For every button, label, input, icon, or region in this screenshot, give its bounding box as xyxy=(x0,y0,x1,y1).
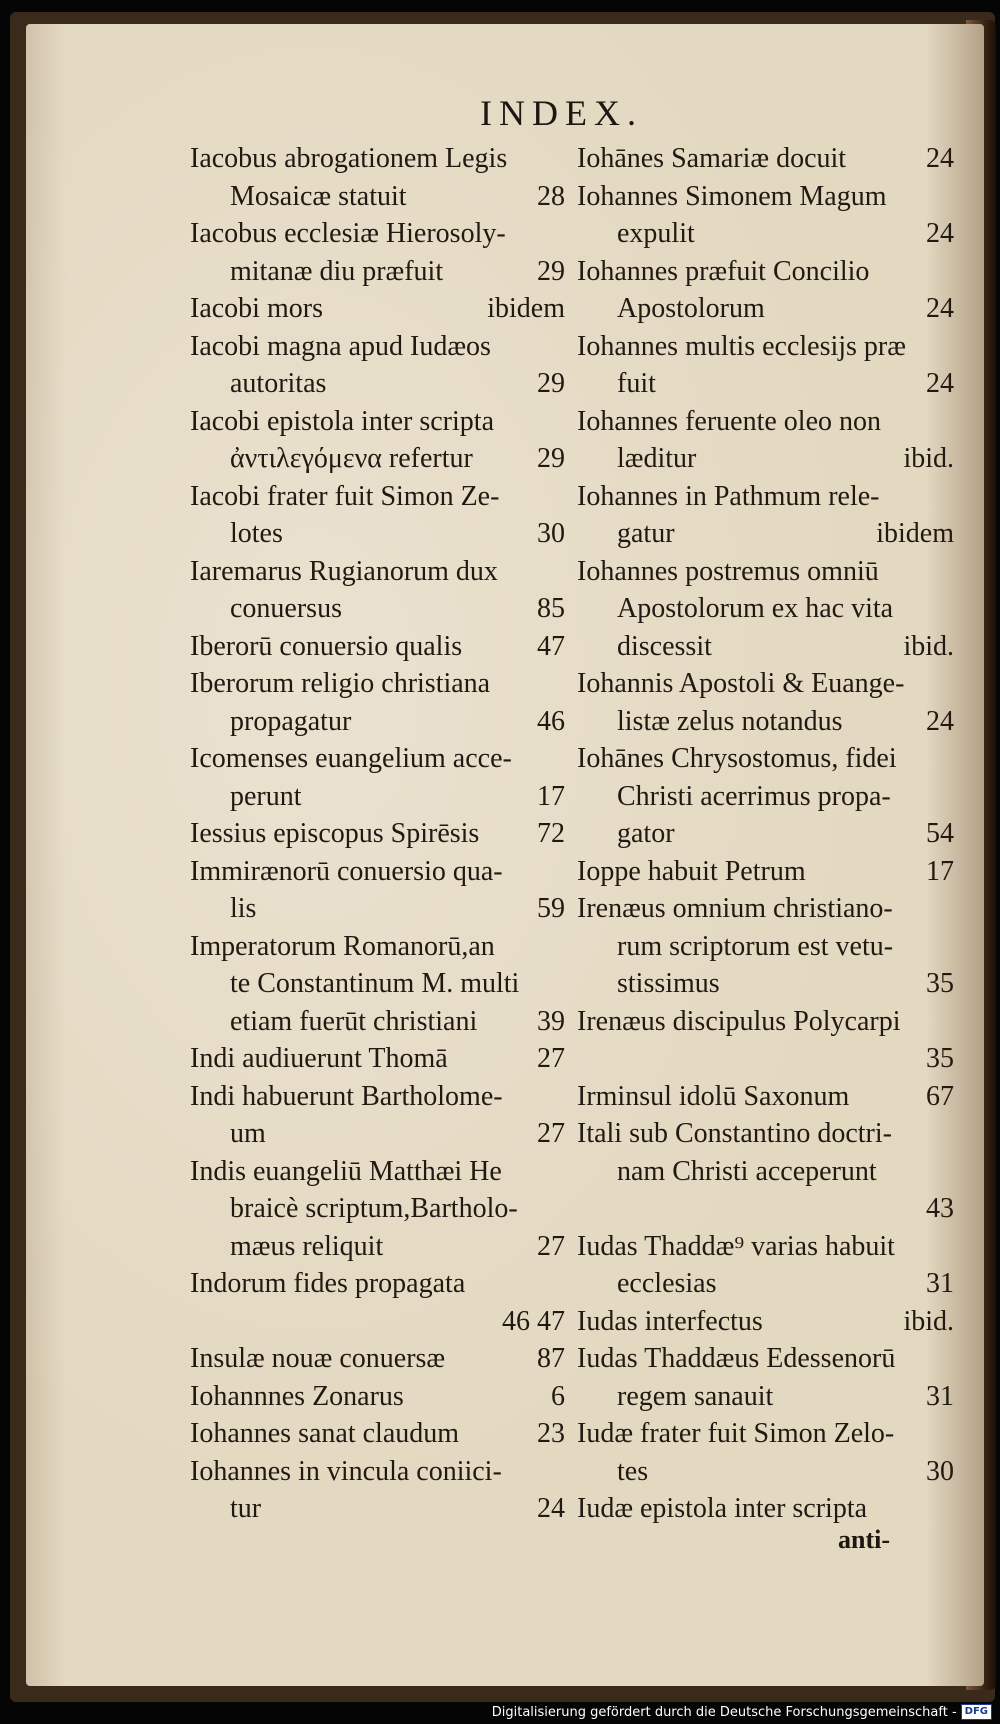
index-entry-page-ref: 24 xyxy=(926,293,954,324)
index-entry-text: Iohannnes Zonarus xyxy=(190,1380,404,1412)
index-entry-page-ref: 72 xyxy=(537,818,565,849)
index-entry-text: etiam fuerūt christiani xyxy=(230,1005,478,1037)
index-entry-line xyxy=(577,853,954,891)
index-entry-text: Christi acerrimus propa- xyxy=(617,780,891,812)
index-entry-page-ref: 35 xyxy=(926,1043,954,1074)
index-entry xyxy=(577,140,954,178)
index-entry xyxy=(190,1415,565,1453)
index-entry-text: Iudas Thaddæus Edessenorū xyxy=(577,1343,896,1374)
index-entry-page-ref: 24 xyxy=(926,368,954,399)
index-entry-text: Iacobus ecclesiæ Hierosoly- xyxy=(190,218,506,249)
index-entry-page-ref: 27 xyxy=(537,1118,565,1149)
index-entry-page-ref: ibid. xyxy=(903,630,954,662)
index-entry xyxy=(577,328,954,403)
index-entry-text: Iohānes Chrysostomus, fidei xyxy=(577,743,897,774)
index-entry-text: Itali sub Constantino doctri- xyxy=(577,1118,892,1149)
index-entry-line xyxy=(577,290,954,328)
index-entry-line xyxy=(577,1228,954,1266)
index-entry-line xyxy=(190,1415,565,1453)
index-entry-line xyxy=(577,778,954,816)
index-entry-text: Irminsul idolū Saxonum xyxy=(577,1080,850,1112)
index-entry-page-ref: ibid. xyxy=(903,1305,954,1337)
index-entry xyxy=(190,1153,565,1266)
index-entry-line xyxy=(577,215,954,253)
index-entry xyxy=(190,215,565,290)
index-entry-line xyxy=(577,1303,954,1341)
index-entry xyxy=(190,815,565,853)
index-entry xyxy=(190,1040,565,1078)
index-entry-line xyxy=(577,965,954,1003)
index-entry-text: Iberorum religio christiana xyxy=(190,668,491,699)
index-entry-page-ref: 85 xyxy=(537,593,565,624)
index-entry-line xyxy=(190,1378,565,1416)
index-entry-line xyxy=(190,928,565,966)
index-entry-text: Ioppe habuit Petrum xyxy=(577,855,806,887)
index-entry-line xyxy=(190,628,565,666)
index-entry-line xyxy=(190,965,565,1003)
index-entry-line xyxy=(577,1153,954,1191)
index-entry-page-ref: 87 xyxy=(537,1343,565,1374)
index-entry-line xyxy=(190,553,565,591)
index-entry-text: Iohannes præfuit Concilio xyxy=(577,255,870,287)
index-entry-line xyxy=(577,1378,954,1416)
index-entry-line xyxy=(577,928,954,966)
index-entry-line xyxy=(577,140,954,178)
index-entry-page-ref: 30 xyxy=(537,518,565,549)
index-entry-line xyxy=(577,440,954,478)
index-entry-line xyxy=(190,1340,565,1378)
index-entry-text: stissimus xyxy=(617,968,720,999)
index-entry-text: Iohannes postremus omniū xyxy=(577,555,879,587)
index-entry-line xyxy=(190,590,565,628)
index-entry-line xyxy=(190,140,565,178)
index-entry-page-ref: 17 xyxy=(926,855,954,887)
index-entry xyxy=(190,1078,565,1153)
index-entry-line xyxy=(577,665,954,703)
index-entry-page-ref: 31 xyxy=(926,1268,954,1299)
index-entry-text: Iudas interfectus xyxy=(577,1305,763,1337)
index-entry-line xyxy=(190,1040,565,1078)
index-entry-line xyxy=(577,628,954,666)
index-entry-line xyxy=(190,1003,565,1041)
index-entry-line xyxy=(577,1190,954,1228)
index-entry xyxy=(190,1265,565,1340)
index-entry-line xyxy=(577,253,954,291)
index-entry-text: Immirænorū conuersio qua- xyxy=(190,855,503,887)
index-entry xyxy=(577,890,954,1003)
index-entry-line xyxy=(190,290,565,328)
index-entry-page-ref: 59 xyxy=(537,893,565,924)
index-entry-text: conuersus xyxy=(230,593,342,624)
index-entry-page-ref: 31 xyxy=(926,1380,954,1412)
index-entry-page-ref: 39 xyxy=(537,1005,565,1037)
index-entry-text: Iacobi magna apud Iudæos xyxy=(190,330,491,362)
dfg-logo: DFG xyxy=(961,1704,992,1720)
index-entry-line xyxy=(190,1115,565,1153)
index-entry-page-ref: 35 xyxy=(926,968,954,999)
index-entry xyxy=(577,1003,954,1078)
index-entry xyxy=(190,478,565,553)
index-entry xyxy=(577,853,954,891)
index-entry-text: Iudæ epistola inter scripta xyxy=(577,1493,868,1524)
index-entry-text: discessit xyxy=(617,630,712,662)
index-entry-page-ref: 24 xyxy=(537,1493,565,1524)
index-entry xyxy=(190,1453,565,1528)
index-entry xyxy=(577,253,954,328)
index-entry xyxy=(190,553,565,628)
index-entry-text: Mosaicæ statuit xyxy=(230,180,407,212)
index-entry-text: braicè scriptum,Bartholo- xyxy=(230,1193,518,1224)
index-entry-text: regem sanauit xyxy=(617,1380,774,1412)
index-entry-text: Indi audiuerunt Thomā xyxy=(190,1043,448,1074)
index-entry-text: mitanæ diu præfuit xyxy=(230,255,444,287)
index-entry xyxy=(190,853,565,928)
index-entry-text: te Constantinum M. multi xyxy=(230,968,520,999)
index-entry xyxy=(577,1340,954,1415)
index-entry-line xyxy=(190,178,565,216)
index-entry-text: Iacobi mors xyxy=(190,293,323,324)
index-entry-page-ref: 17 xyxy=(537,780,565,812)
index-entry-line xyxy=(190,478,565,516)
index-entry xyxy=(577,740,954,853)
index-entry xyxy=(190,328,565,403)
index-entry-text: ἀντιλεγόμενα refertur xyxy=(230,443,473,474)
index-entry xyxy=(577,1303,954,1341)
index-entry-line xyxy=(577,515,954,553)
index-entry-text: propagatur xyxy=(230,705,352,737)
index-entry-line xyxy=(577,1078,954,1116)
index-entry-page-ref: 23 xyxy=(537,1418,565,1449)
index-entry-text: Iohannes in vincula coniici- xyxy=(190,1455,502,1487)
index-entry-line xyxy=(577,815,954,853)
index-entry-line xyxy=(577,1265,954,1303)
index-entry-text: gatur xyxy=(617,518,675,549)
index-entry-page-ref: 24 xyxy=(926,143,954,174)
index-entry xyxy=(190,290,565,328)
index-entry-line xyxy=(190,403,565,441)
index-entry-line xyxy=(577,365,954,403)
index-entry-line xyxy=(190,815,565,853)
index-entry-text: Iaremarus Rugianorum dux xyxy=(190,555,498,587)
index-entry xyxy=(190,665,565,740)
index-entry-text: Insulæ nouæ conuersæ xyxy=(190,1343,446,1374)
index-entry-text: Iohannes multis ecclesijs præ xyxy=(577,330,906,362)
index-entry-page-ref: 24 xyxy=(926,218,954,249)
index-entry-text: Iacobus abrogationem Legis xyxy=(190,143,508,174)
index-entry-text: perunt xyxy=(230,780,302,812)
index-entry-text: mæus reliquit xyxy=(230,1230,384,1262)
index-entry-text: lotes xyxy=(230,518,283,549)
index-entry-line xyxy=(190,665,565,703)
index-entry xyxy=(190,403,565,478)
index-entry-text: Iohannis Apostoli & Euange- xyxy=(577,668,905,699)
index-entry-line xyxy=(190,253,565,291)
index-entry-line xyxy=(190,1228,565,1266)
index-entry-text: Iohannes in Pathmum rele- xyxy=(577,480,880,512)
index-entry-line xyxy=(577,553,954,591)
index-entry-text: Iohannes Simonem Magum xyxy=(577,180,887,212)
index-entry-page-ref: 24 xyxy=(926,705,954,737)
index-entry-text: Icomenses euangelium acce- xyxy=(190,743,512,774)
index-entry-text: rum scriptorum est vetu- xyxy=(617,930,894,962)
index-entry-text: gator xyxy=(617,818,675,849)
index-entry-text: tes xyxy=(617,1455,649,1487)
index-entry-page-ref: 27 xyxy=(537,1230,565,1262)
index-entry-page-ref: 67 xyxy=(926,1080,954,1112)
index-entry-page-ref: 29 xyxy=(537,368,565,399)
index-entry-line xyxy=(190,740,565,778)
index-entry-line xyxy=(190,440,565,478)
index-entry-line xyxy=(577,890,954,928)
index-entry xyxy=(190,928,565,1041)
index-entry-text: autoritas xyxy=(230,368,327,399)
index-entry-line xyxy=(577,1340,954,1378)
index-entry-line xyxy=(577,1040,954,1078)
index-entry xyxy=(190,740,565,815)
index-entry-page-ref: 54 xyxy=(926,818,954,849)
index-entry-page-ref: 6 xyxy=(551,1380,565,1412)
index-entry-text: Iohannes feruente oleo non xyxy=(577,405,881,437)
index-entry-page-ref: 28 xyxy=(537,180,565,212)
index-entry xyxy=(577,553,954,666)
index-entry-line xyxy=(577,403,954,441)
index-entry-line xyxy=(577,740,954,778)
index-entry-line xyxy=(577,178,954,216)
index-entry-page-ref: ibid. xyxy=(903,443,954,474)
index-entry xyxy=(190,628,565,666)
index-entry-text: Apostolorum xyxy=(617,293,765,324)
index-entry-text: ecclesias xyxy=(617,1268,717,1299)
index-entry xyxy=(190,1340,565,1378)
index-entry-line xyxy=(577,328,954,366)
index-entry xyxy=(577,1078,954,1116)
index-entry-text: Iberorū conuersio qualis xyxy=(190,630,463,662)
index-entry-line xyxy=(577,478,954,516)
index-entry-line xyxy=(577,1415,954,1453)
index-entry xyxy=(190,1378,565,1416)
index-entry-text: um xyxy=(230,1118,266,1149)
index-entry-page-ref: 46 47 xyxy=(502,1305,565,1337)
index-entry-page-ref: 43 xyxy=(926,1193,954,1224)
index-entry-page-ref: ibidem xyxy=(876,518,954,549)
index-entry-text: Irenæus omnium christiano- xyxy=(577,893,893,924)
index-entry xyxy=(577,178,954,253)
index-entry-line xyxy=(190,365,565,403)
index-entry-line xyxy=(190,1190,565,1228)
index-entry-text: Iessius episcopus Spirēsis xyxy=(190,818,480,849)
index-entry-line xyxy=(190,1265,565,1303)
index-column-left xyxy=(190,140,565,1528)
index-entry xyxy=(577,478,954,553)
index-entry-line xyxy=(190,1303,565,1341)
index-entry-line xyxy=(190,853,565,891)
index-entry-line xyxy=(577,1003,954,1041)
index-entry-text: Iacobi epistola inter scripta xyxy=(190,405,494,437)
index-entry-text: Indi habuerunt Bartholome- xyxy=(190,1080,503,1112)
index-entry-text: Irenæus discipulus Polycarpi xyxy=(577,1005,901,1037)
index-entry-text: fuit xyxy=(617,368,656,399)
index-entry-text: lis xyxy=(230,893,257,924)
index-entry-line xyxy=(190,515,565,553)
index-entry xyxy=(577,1490,954,1528)
index-entry-text: tur xyxy=(230,1493,262,1524)
index-entry-line xyxy=(190,328,565,366)
index-entry-page-ref: 29 xyxy=(537,255,565,287)
index-entry-line xyxy=(190,1453,565,1491)
index-entry-line xyxy=(190,215,565,253)
index-entry-line xyxy=(577,1115,954,1153)
index-entry-line xyxy=(577,1490,954,1528)
index-entry-text: Indorum fides propagata xyxy=(190,1268,466,1299)
catchword: anti- xyxy=(838,1525,890,1554)
index-entry-line xyxy=(577,590,954,628)
index-column-right xyxy=(577,140,954,1528)
index-entry-text: Iacobi frater fuit Simon Ze- xyxy=(190,480,500,512)
index-entry xyxy=(577,403,954,478)
index-entry-text: nam Christi acceperunt xyxy=(617,1155,877,1187)
index-entry-text: Iudæ frater fuit Simon Zelo- xyxy=(577,1418,895,1449)
index-entry-text: listæ zelus notandus xyxy=(617,705,843,737)
index-entry-page-ref: 30 xyxy=(926,1455,954,1487)
index-entry-text: Iohannes sanat claudum xyxy=(190,1418,460,1449)
index-entry xyxy=(577,1115,954,1228)
index-entry-text: Indis euangeliū Matthæi He xyxy=(190,1155,502,1187)
running-head: INDEX. xyxy=(480,93,643,133)
index-entry-page-ref: 27 xyxy=(537,1043,565,1074)
index-entry-text: Apostolorum ex hac vita xyxy=(617,593,894,624)
index-entry-text: læditur xyxy=(617,443,697,474)
index-entry-line xyxy=(190,778,565,816)
index-entry-line xyxy=(577,1453,954,1491)
index-entry xyxy=(190,140,565,215)
index-entry-line xyxy=(190,703,565,741)
index-entry-line xyxy=(190,1490,565,1528)
index-entry-page-ref: ibidem xyxy=(487,293,565,324)
index-entry-text: Iudas Thaddæ⁹ varias habuit xyxy=(577,1230,895,1262)
digitization-footer xyxy=(492,1704,992,1720)
index-entry-page-ref: 46 xyxy=(537,705,565,737)
index-entry-page-ref: 29 xyxy=(537,443,565,474)
index-entry-line xyxy=(190,1078,565,1116)
index-entry-line xyxy=(190,1153,565,1191)
index-entry-page-ref: 47 xyxy=(537,630,565,662)
index-entry xyxy=(577,1228,954,1303)
index-entry xyxy=(577,665,954,740)
index-entry-text: Imperatorum Romanorū,an xyxy=(190,930,495,962)
footer-credit-text: Digitalisierung gefördert durch die Deutsche Forschungsgemeinschaft - xyxy=(491,1704,957,1720)
index-entry-line xyxy=(577,703,954,741)
index-entry-text: Iohānes Samariæ docuit xyxy=(577,143,847,174)
index-entry-line xyxy=(190,890,565,928)
index-entry xyxy=(577,1415,954,1490)
index-entry-text: expulit xyxy=(617,218,695,249)
